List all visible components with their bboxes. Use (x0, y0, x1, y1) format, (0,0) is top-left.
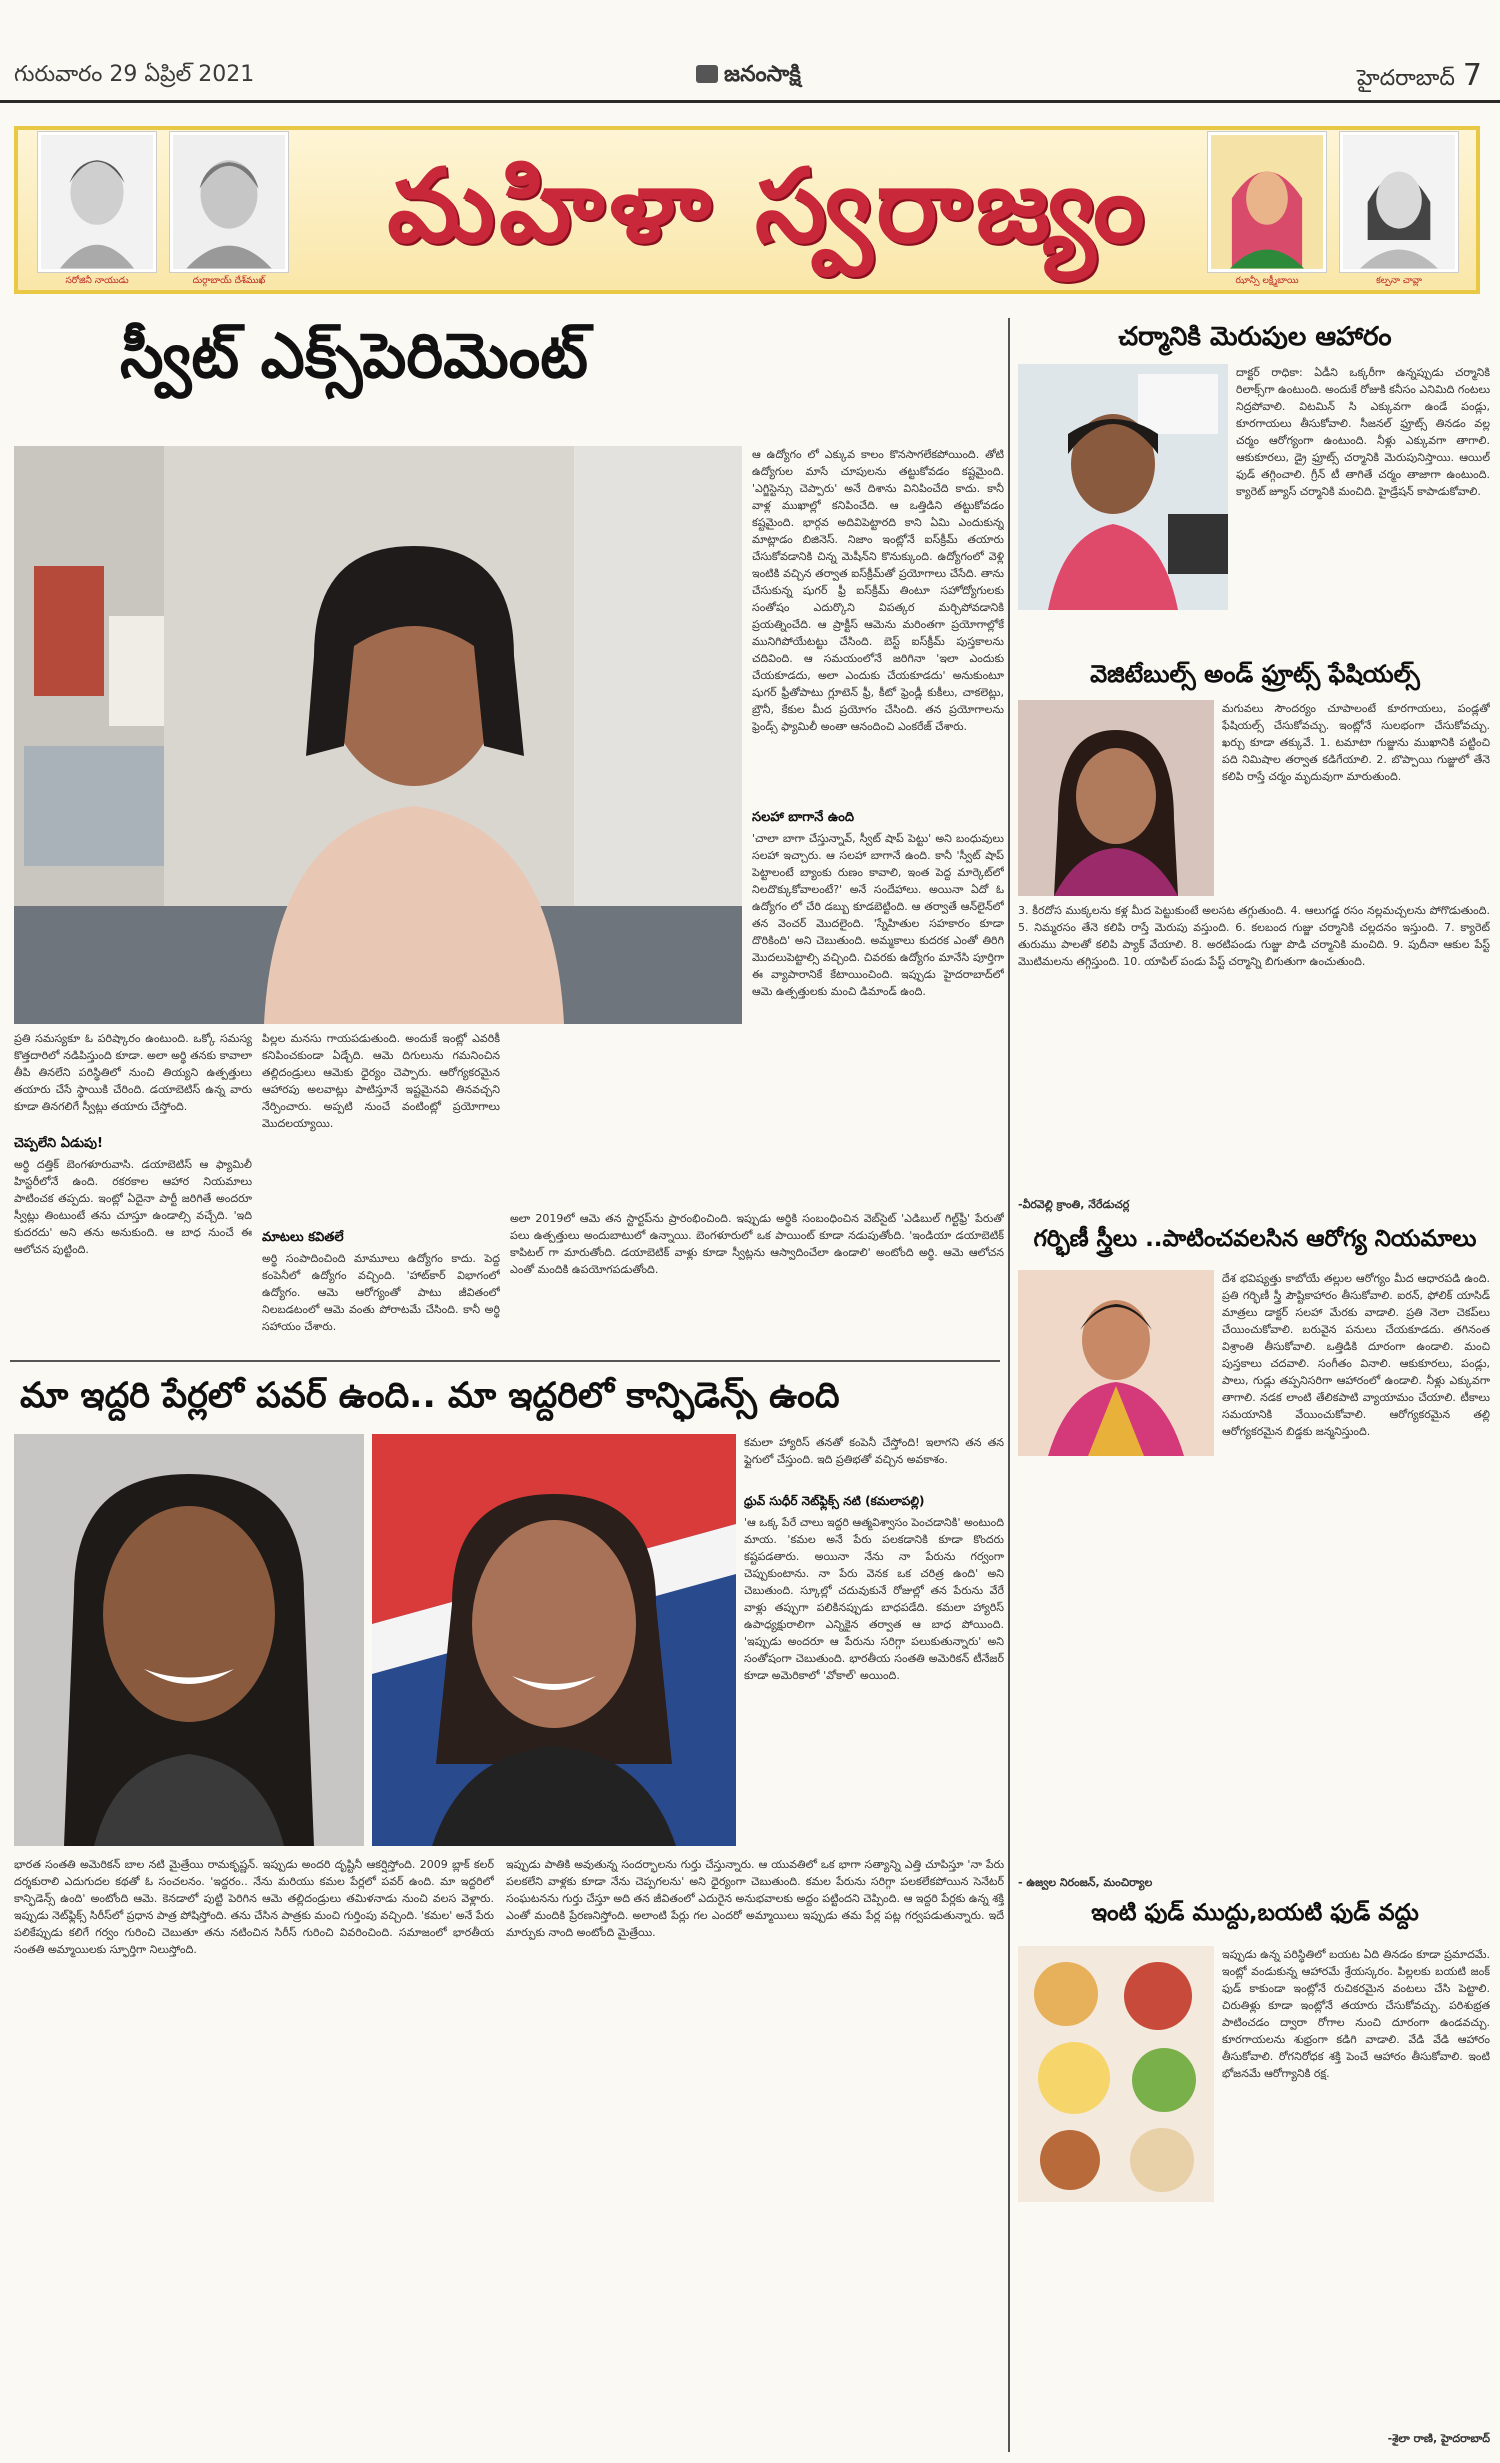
story2-col-right-2: 'ఆ ఒక్క పేరే చాలు ఇద్దరి ఆత్మవిశ్వాసం పెంచడానికి' అంటుంది మాయ. 'కమల అనే పేరు పలకడానికి కూడా కొందరు కష్టపడతారు. అయినా నేను నా పేరును గర్వంగా చెప్పుకుంటాను. నా పేరు వెనక ఒక చరిత్ర ఉంది' అని చెబుతుంది. స్కూల్లో చదువుకునే రోజుల్లో తన పేరును వేరే వాళ్లు తప్పుగా పలికినప్పుడు బాధపడేది. కమలా హ్యారిస్ ఉపాధ్యక్షురాలిగా ఎన్నికైన తర్వాత ఆ బాధ పోయింది. 'ఇప్పుడు అందరూ ఆ పేరును సరిగ్గా పలుకుతున్నారు' అని సంతోషంగా చెబుతుంది. భారతీయ సంతతి అమెరికన్ టీనేజర్ కూడా అమెరికాలో 'వోకాల్' అయింది. (744, 1516, 1004, 1682)
portrait-painting-icon (1211, 135, 1323, 269)
page-number: 7 (1462, 58, 1482, 93)
story1-col-right-1: ఆ ఉద్యోగం లో ఎక్కువ కాలం కొనసాగలేకపోయింది. తోటి ఉద్యోగుల మాసే చూపులను తట్టుకోవడం కష్టమైంది. 'ఎగ్జిస్టెన్సు చెప్పారు' అనే దిశాను వినిపించేది కాదు. కానీ వాళ్ల ముఖాల్లో కనిపించేది. ఆ ఒత్తిడిని తట్టుకోవడం కష్టమైంది. భార్గవ అదివిపెట్టారది కాని ఏమి ఎందుకున్న మాట్లాడం బిజినెస్. నిజాం ఇంట్లోనే ఐస్‌క్రీమ్ తయారు చేసుకోవడానికి చిన్న మెషీన్‌ని కొనుక్కుంది. ఉద్యోగంలో వెళ్లి ఇంటికి వచ్చిన తర్వాత ఐస్‌క్రీమ్‌తో ప్రయోగాలు చేసేది. తాను చేసుకున్న షుగర్ ఫ్రీ ఐస్‌క్రీమ్ తింటూ సహోద్యోగులకు సంతోషం ఎదుర్కొని విపత్కర మర్చిపోవడానికి ప్రయత్నించేది. ఆ ప్రాక్టీస్ ఆమెను మరింతగా ప్రయోగాల్లోకే మునిగిపోయేటట్టు చేసింది. బెస్ట్ ఐస్‌క్రీమ్ పుస్తకాలను చదివింది. ఆ సమయంలోనే జరిగినా 'ఇలా ఎందుకు చేయకూడదు, అలా ఎందుకు చేయకూడదు' అనుకుంటూ షుగర్ ఫ్రీతోపాటు గ్లూటెన్ ఫ్రీ, కీటో ఫ్రెండ్లీ కుకీలు, చాకలెట్లు, బ్రౌనీ, కేకుల మీద ప్రయోగం చేసింది. తన ప్రయోగాలను ఫ్రెండ్స్ ఫ్యామిలీ అంతా ఆనందించి ఎంకరేజ్ చేశారు. (752, 448, 1004, 733)
story1-bottom-col2-2: అర్థి సంపాదించింది మామూలు ఉద్యోగం కాదు. పెద్ద కంపెనీలో ఉద్యోగం వచ్చింది. 'హాట్‌కార్ విభాగంలో ఉద్యోగం. ఆమె ఆరోగ్యంతో పాటు జీవితంలో నిలబడటంలో ఆమె వంతు పోరాటమే చేసింది. కానీ అర్థి సహాయం చేశారు. (262, 1252, 500, 1333)
box1-title: చర్మానికి మెరుపుల ఆహారం (1118, 322, 1392, 352)
story2-col-right-1: కమలా హ్యారిస్ తనతో కంపెనీ చేస్తోంది! ఇలాగని తన తన ఫ్లైగులో చేస్తుంది. ఇది ప్రతిభతో వచ్చిన అవకాశం. (744, 1436, 1004, 1466)
box4-title: ఇంటి ఫుడ్ ముద్దు,బయటి ఫుడ్ వద్దు (1091, 1900, 1419, 1926)
food-plates-icon (1018, 1946, 1214, 2202)
box4-photo (1018, 1946, 1214, 2202)
story1-headline: స్వీట్ ఎక్స్‌పెరిమెంట్ (120, 319, 589, 392)
woman-portrait-icon (1018, 700, 1214, 896)
portrait-sketch-icon (1343, 135, 1455, 269)
box2-text: మగువలు సౌందర్యం చూపాలంటే కూరగాయలు, పండ్లతో ఫేషియల్స్ చేసుకోవచ్చు. ఇంట్లోనే సులభంగా చేసుకోవచ్చు. ఖర్చు కూడా తక్కువే. 1. టమాటా గుజ్జును ముఖానికి పట్టించి పది నిమిషాల తర్వాత కడిగేయాలి. 2. బొప్పాయి గుజ్జులో తేనె కలిపి రాస్తే చర్మం మృదువుగా మారుతుంది. (1222, 702, 1490, 783)
sidebar-divider (1008, 318, 1010, 2452)
masthead-text: జనంసాక్షి (724, 62, 801, 87)
story-divider (10, 1360, 1000, 1362)
box2-list: 3. కీరదోస ముక్కలను కళ్ల మీద పెట్టుకుంటే అలసట తగ్గుతుంది. 4. ఆలుగడ్డ రసం నల్లమచ్చలను పోగొడుతుంది. 5. నిమ్మరసం తేనె కలిపి రాస్తే మెరుపు వస్తుంది. 6. కలబంద గుజ్జు చర్మానికి చల్లదనం ఇస్తుంది. 7. క్యారెట్ తురుము పాలతో కలిపి ప్యాక్ వేయాలి. 8. అరటిపండు గుజ్జు పొడి చర్మానికి మంచిది. 9. పుదీనా ఆకుల పేస్ట్ మొటిమలను తగ్గిస్తుంది. 10. యాపిల్ పండు పేస్ట్ చర్మాన్ని బిగుతుగా ఉంచుతుంది. (1018, 904, 1490, 968)
box3-signoff: - ఉజ్వల నిరంజన్, మంచిర్యాల (1018, 1876, 1153, 1889)
portrait-1-caption: సరోజినీ నాయుడు (65, 276, 129, 286)
woman-portrait-icon (14, 446, 742, 1024)
story1-bottom-col2: పిల్లల మనసు గాయపడుతుంది. అందుకే ఇంట్లో ఎవరికీ కనిపించకుండా ఏడ్చేది. ఆమె దిగులును గమనించిన తల్లిదండ్రులు ఆమెకు ధైర్యం చెప్పారు. ఆరోగ్యకరమైన ఆహారపు అలవాట్లు పాటిస్తూనే ఇష్టమైనవి తినవచ్చని నేర్పించారు. అప్పటి నుంచే వంటింట్లో ప్రయోగాలు మొదలయ్యాయి. (262, 1032, 500, 1130)
portrait-2 (170, 132, 288, 272)
story2-bottom-col1: భారత సంతతి అమెరికన్ బాల నటి మైత్రేయి రామకృష్ణన్. ఇప్పుడు అందరి దృష్టినీ ఆకర్షిస్తోంది. 2009 బ్లాక్ కలర్ దర్శకురాలి ఎదుగుదల కథతో ఓ సంచలనం. 'ఇద్దరం.. నేను మరియు కమల పేర్లలో పవర్ ఉంది. మా ఇద్దరిలో కాన్ఫిడెన్స్ ఉంది' అంటోంది ఆమె. కెనడాలో పుట్టి పెరిగిన ఆమె తల్లిదండ్రులు తమిళనాడు నుంచి వలస వెళ్లారు. ఇప్పుడు నెట్‌ఫ్లిక్స్ సిరీస్‌లో ప్రధాన పాత్ర పోషిస్తోంది. తను చేసిన పాత్రకు మంచి గుర్తింపు వచ్చింది. 'కమల' అనే పేరు పలికేప్పుడు కలిగే గర్వం గురించి చెబుతూ తను నటించిన సిరీస్ గురించి వివరించింది. సమాజంలో భారతీయ సంతతి అమ్మాయిలకు స్ఫూర్తిగా నిలుస్తోంది. (14, 1858, 494, 1956)
story1-col-right-2: 'చాలా బాగా చేస్తున్నావ్, స్వీట్ షాప్ పెట్టు' అని బంధువులు సలహా ఇచ్చారు. ఆ సలహా బాగానే ఉంది. కానీ 'స్వీట్ షాప్ పెట్టాలంటే బ్యాంకు రుణం కావాలి, ఇంత పెద్ద మార్కెట్‌లో నిలదొక్కుకోవాలంటే?' అనే సందేహాలు. అయినా ఏదో ఓ ఉద్యోగం లో చేరి డబ్బు కూడబెట్టింది. ఆ తర్వాతే ఆన్‌లైన్‌లో తన వెంచర్ మొదలైంది. 'స్నేహితుల సహకారం కూడా దొరికింది' అని చెబుతుంది. అమ్మకాలు కుదరక ఎంతో తిరిగి మొదలుపెట్టాల్సి వచ్చింది. చివరకు ఉద్యోగం మానేసి పూర్తిగా ఈ వ్యాపారానికే కేటాయించింది. ఇప్పుడు హైదరాబాద్‌లో ఆమె ఉత్పత్తులకు మంచి డిమాండ్ ఉంది. (752, 832, 1004, 998)
story1-bottom-col1: ప్రతి సమస్యకూ ఓ పరిష్కారం ఉంటుంది. ఒక్కో సమస్య కొత్తదారిలో నడిపిస్తుంది కూడా. అలా అర్థి తనకు కావాలా తీపి తినలేని పరిస్థితిలో నుంచి తియ్యని ఉత్పత్తులు తయారు చేసే స్థాయికి చేరింది. డయాబెటిస్ ఉన్న వారు కూడా తినగలిగే స్వీట్లు తయారు చేస్తోంది. (14, 1032, 252, 1113)
box1-photo (1018, 364, 1228, 610)
masthead-icon (696, 65, 718, 83)
city-name: హైదరాబాద్ (1356, 66, 1455, 91)
portrait-3-caption: ఝాన్సీ లక్ష్మీబాయి (1235, 276, 1299, 286)
story2-bottom-col2: ఇప్పుడు పాతికి అవుతున్న సందర్భాలను గుర్తు చేస్తున్నారు. ఆ యువతిలో ఒక భాగా సత్యాన్ని ఎత్తి చూపిస్తూ 'నా పేరు పలకలేని వాళ్లకు కూడా నేను చెప్పగలను' అని ధైర్యంగా చెబుతుంది. కమల పేరును సరిగ్గా పలకలేకపోయిన సెనేటర్ సంఘటనను గుర్తు చేస్తూ అది తన జీవితంలో ఎదురైన అనుభవాలకు అద్దం పట్టిందని చెప్పింది. ఆ ఇద్దరి పేర్లకు ఉన్న శక్తి ఎంతో మందికి ప్రేరణనిస్తోంది. అలాంటి పేర్లు గల ఎందరో అమ్మాయిలు ఇప్పుడు తమ పేర్ల పట్ల గర్వపడుతున్నారు. ఇదే మార్పుకు నాంది అంటోంది మైత్రేయి. (506, 1858, 1004, 1939)
story2-photo-left (14, 1434, 364, 1846)
box4-text: ఇప్పుడు ఉన్న పరిస్థితిలో బయట ఏది తినడం కూడా ప్రమాదమే. ఇంట్లో వండుకున్న ఆహారమే శ్రేయస్కరం. పిల్లలకు బయటి జంక్ ఫుడ్ కాకుండా ఇంట్లోనే రుచికరమైన వంటలు చేసి పెట్టాలి. చిరుతిళ్లు కూడా ఇంట్లోనే తయారు చేసుకోవచ్చు. పరిశుభ్రత పాటించడం ద్వారా రోగాల నుంచి దూరంగా ఉండవచ్చు. కూరగాయలను శుభ్రంగా కడిగి వాడాలి. వేడి వేడి ఆహారం తీసుకోవాలి. రోగనిరోధక శక్తి పెంచే ఆహారం తీసుకోవాలి. ఇంటి భోజనమే ఆరోగ్యానికి రక్ష. (1222, 1948, 1490, 2080)
portrait-4 (1340, 132, 1458, 272)
story1-subhead-3: మాటలు కవితలే (262, 1230, 344, 1245)
story1-bottom-col3: అలా 2019లో ఆమె తన స్టార్టప్‌ను ప్రారంభించింది. ఇప్పుడు అర్థికి సంబంధించిన వెబ్‌సైట్ 'ఎడిబుల్ గిల్ట్‌ఫ్రీ' పేరుతో పలు ఉత్పత్తులు అందుబాటులో ఉన్నాయి. బెంగళూరులో ఒక పాయింట్ కూడా నడుపుతోంది. 'ఇండియా డయాబెటిక్ కాపిటల్ గా మారుతోంది. డయాబెటిక్ వాళ్లు కూడా స్వీట్లను ఆస్వాదించేలా ఉండాలి' అంటోంది అర్థి. ఆమె ఆలోచన ఎంతో మందికి ఉపయోగపడుతోంది. (510, 1212, 1004, 1276)
story1-subhead-1: సలహా బాగానే ఉంది (752, 810, 855, 825)
box3-text: దేశ భవిష్యత్తు కాబోయే తల్లుల ఆరోగ్యం మీద ఆధారపడి ఉంది. ప్రతి గర్భిణీ స్త్రీ పౌష్టికాహారం తీసుకోవాలి. ఐరన్, ఫోలిక్ యాసిడ్ మాత్రలు డాక్టర్ సలహా మేరకు వాడాలి. ప్రతి నెలా చెకప్‌లు చేయించుకోవాలి. బరువైన పనులు చేయకూడదు. తగినంత విశ్రాంతి తీసుకోవాలి. ఒత్తిడికి దూరంగా ఉండాలి. మంచి పుస్తకాలు చదవాలి. సంగీతం వినాలి. ఆకుకూరలు, పండ్లు, పాలు, గుడ్లు తప్పనిసరిగా ఆహారంలో ఉండాలి. నీళ్లు ఎక్కువగా తాగాలి. నడక లాంటి తేలికపాటి వ్యాయామం చేయాలి. టీకాలు సమయానికి వేయించుకోవాలి. ఆరోగ్యకరమైన తల్లి ఆరోగ్యకరమైన బిడ్డకు జన్మనిస్తుంది. (1222, 1272, 1490, 1438)
story1-subhead-2: చెప్పలేని ఏడుపు! (14, 1136, 103, 1151)
story1-photo (14, 446, 742, 1024)
banner-title: మహిళా స్వరాజ్యం (387, 146, 1149, 266)
box3-title: గర్భిణీ స్త్రీలు ..పాటించవలసిన ఆరోగ్య నియమాలు (1033, 1226, 1477, 1252)
story2-photo-right (372, 1434, 736, 1846)
doctor-portrait-icon (1018, 364, 1228, 610)
box2-signoff: -వీరవెల్లి క్రాంతి, నేరేడుచర్ల (1018, 1198, 1130, 1211)
portrait-3 (1208, 132, 1326, 272)
page-locator (1357, 58, 1482, 96)
portrait-sketch-icon (41, 135, 153, 269)
portrait-1 (38, 132, 156, 272)
story2-byline: ధ్రువ్ సుధీర్ నెట్‌ఫ్లిక్స్ నటి (కమలాపల్లి) (744, 1494, 925, 1508)
masthead-logo (696, 62, 801, 92)
box2-title: వెజిటేబుల్స్ అండ్ ఫ్రూట్స్ ఫేషియల్స్ (1090, 660, 1420, 688)
portrait-2-caption: దుర్గాబాయ్ దేశ్‌ముఖ్ (192, 276, 266, 286)
header-rule (0, 100, 1500, 103)
box2-photo (1018, 700, 1214, 896)
portrait-sketch-icon (173, 135, 285, 269)
story1-bottom-col1-2: అర్థి దత్తిక్ బెంగళూరువాసి. డయాబెటిస్ ఆ ఫ్యామిలీ హిస్టరీలోనే ఉంది. రకరకాల ఆహార నియమాలు పాటించక తప్పదు. ఇంట్లో ఏదైనా పార్టీ జరిగితే అందరూ స్వీట్లు తింటుంటే తను చూస్తూ ఉండాల్సి వచ్చేది. 'ఇది కుదరదు' అని తను అనుకుంది. ఆ బాధ నుంచే ఈ ఆలోచన పుట్టింది. (14, 1158, 252, 1256)
box1-text: దాక్టర్ రాధికా: ఏడీని ఒక్కరీగా ఉన్నప్పుడు చర్మానికి రిలాక్స్‌గా ఉంటుంది. అందుకే రోజుకి కనీసం ఎనిమిది గంటలు నిద్రపోవాలి. విటమిన్ సి ఎక్కువగా ఉండే పండ్లు, కూరగాయలు తీసుకోవాలి. సీజనల్ ఫ్రూట్స్ తినడం వల్ల చర్మం ఆరోగ్యంగా ఉంటుంది. నీళ్లు ఎక్కువగా తాగాలి. ఆకుకూరలు, డ్రై ఫ్రూట్స్ చర్మానికి మెరుపునిస్తాయి. ఆయిల్ ఫుడ్ తగ్గించాలి. గ్రీన్ టీ తాగితే చర్మం తాజాగా ఉంటుంది. క్యారెట్ జ్యూస్ చర్మానికి మంచిది. హైడ్రేషన్ కాపాడుకోవాలి. (1236, 366, 1490, 498)
issue-date: గురువారం 29 ఏప్రిల్ 2021 (14, 62, 255, 87)
story2-headline: మా ఇద్దరి పేర్లలో పవర్ ఉంది.. మా ఇద్దరిలో కాన్ఫిడెన్స్ ఉంది (20, 1376, 840, 1416)
portrait-4-caption: కల్పనా చావ్లా (1376, 276, 1422, 286)
kamala-harris-portrait-icon (372, 1434, 736, 1846)
teen-girl-portrait-icon (14, 1434, 364, 1846)
box4-signoff: -శైలా రాణి, హైదరాబాద్ (1387, 2432, 1490, 2445)
